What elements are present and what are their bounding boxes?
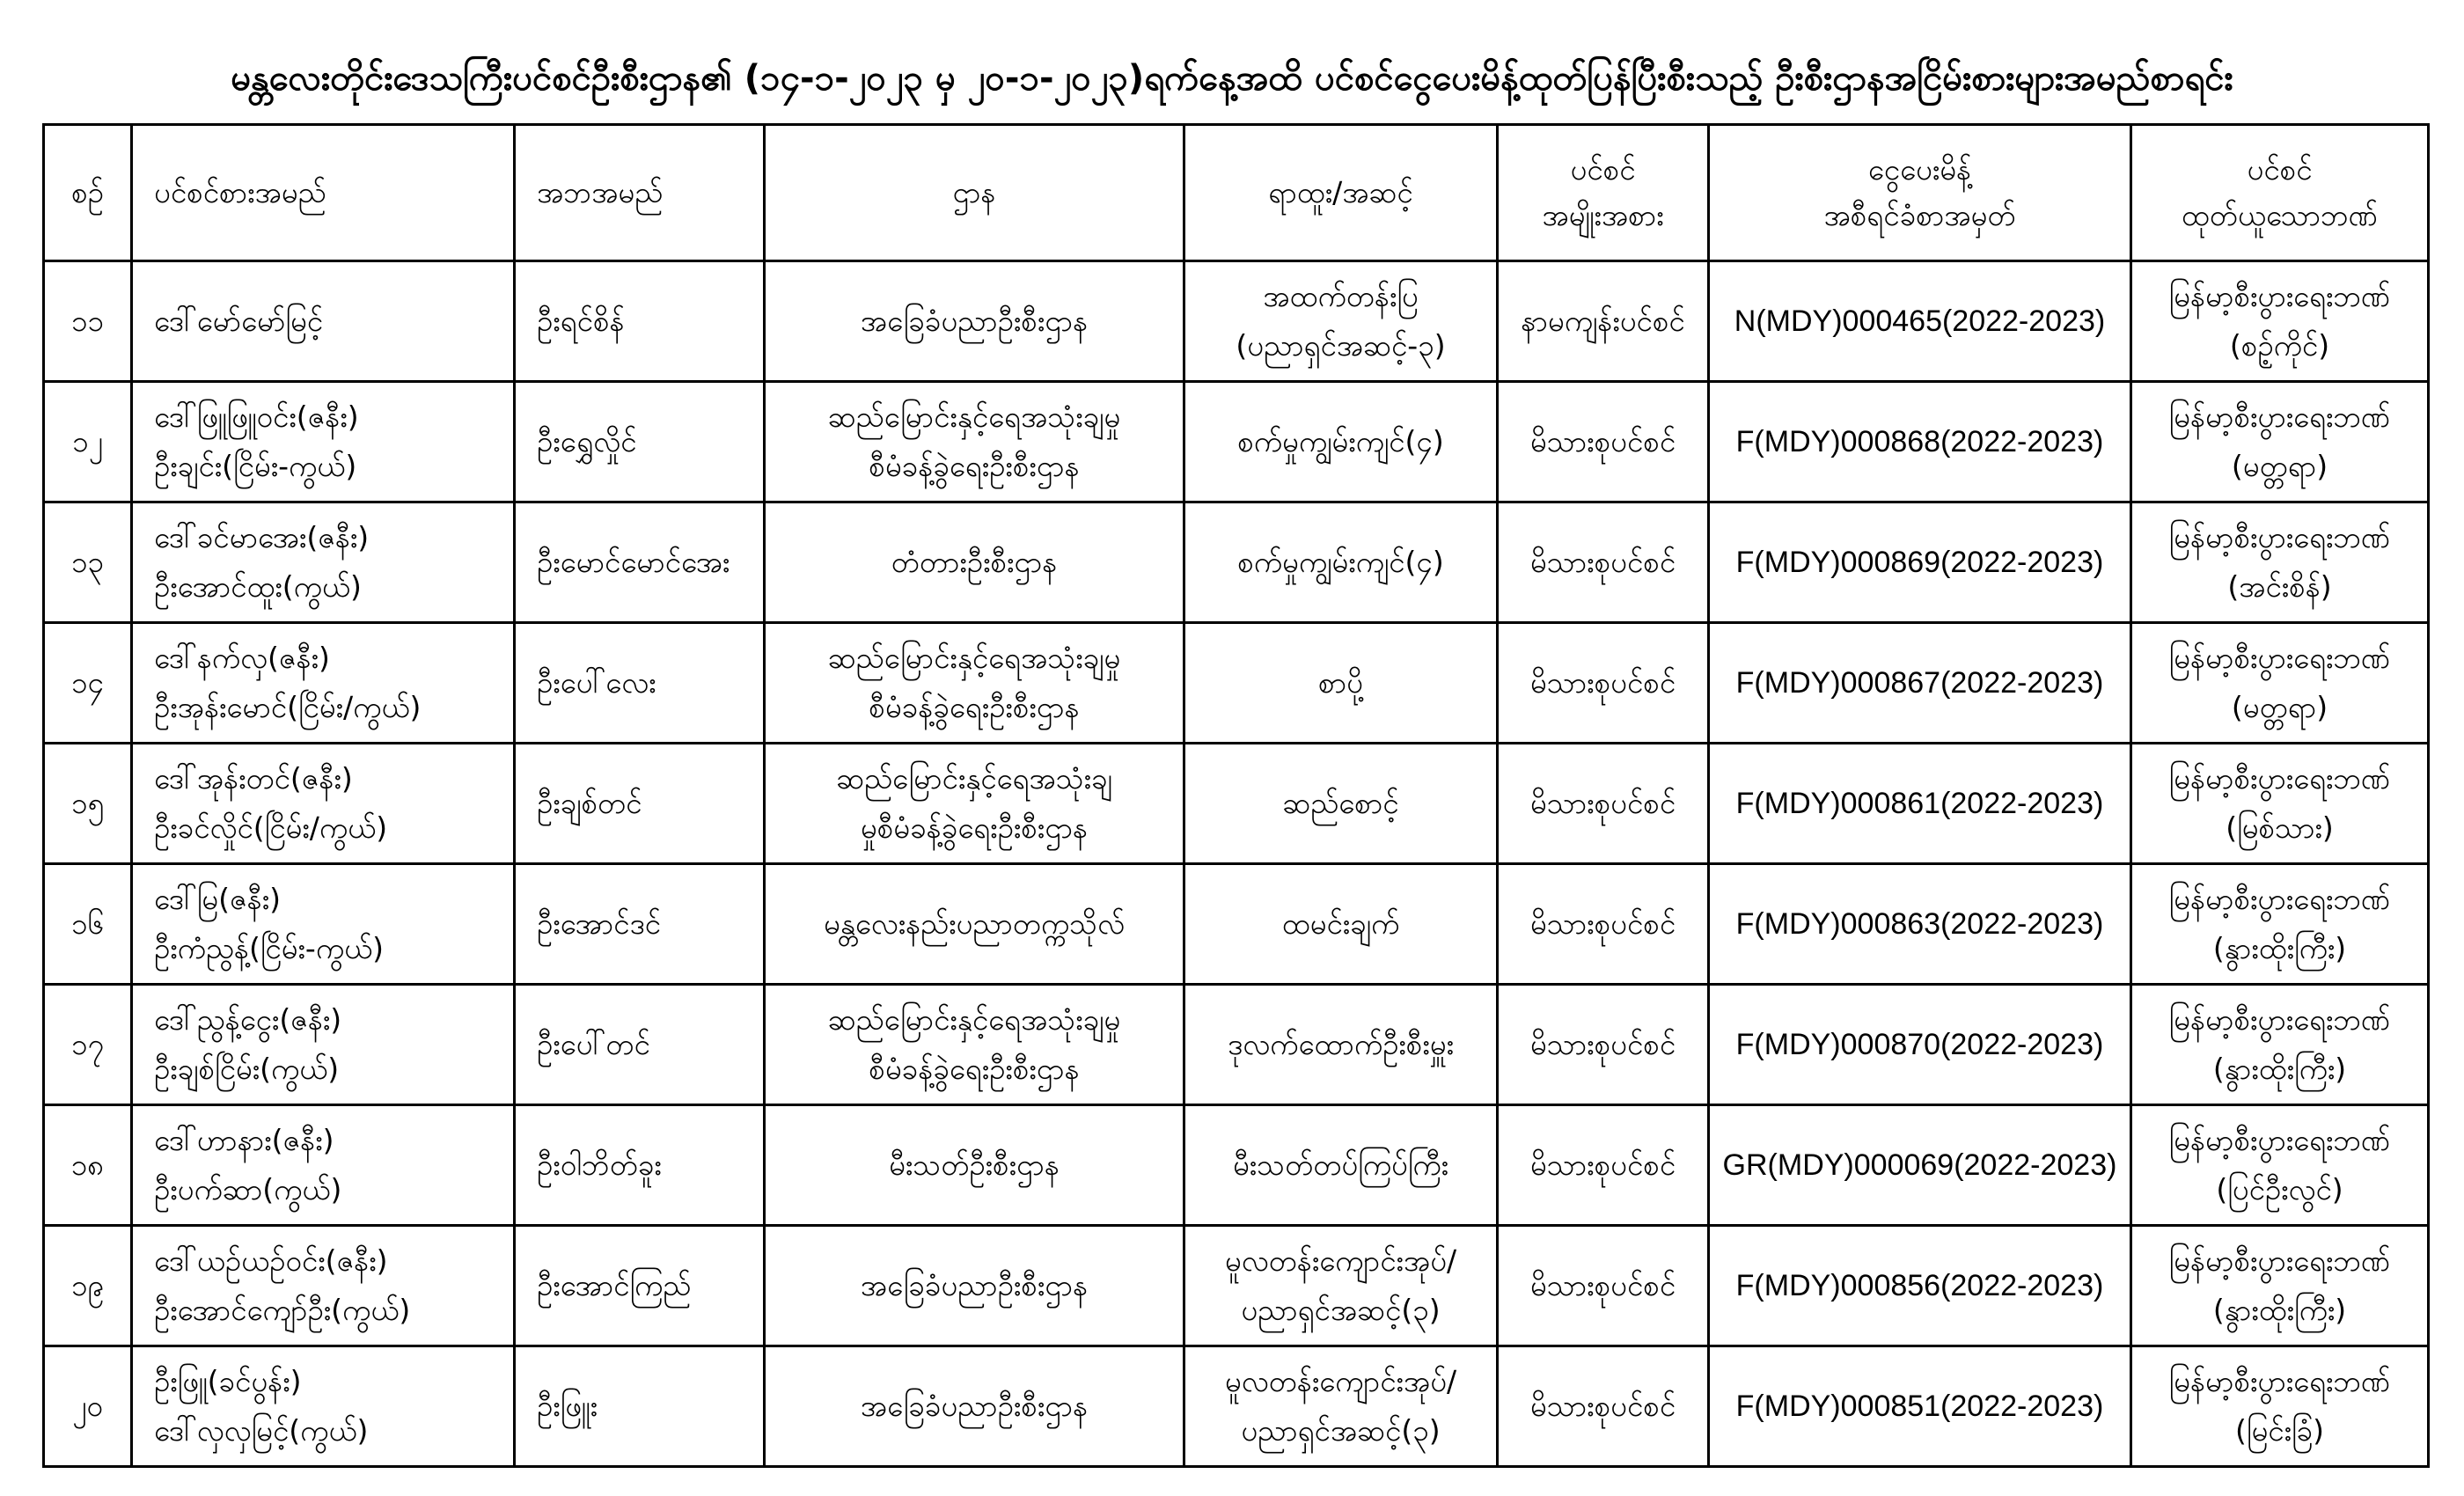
cell-father-name-text: ဦးချစ်တင် — [537, 786, 642, 820]
cell-pensioner-name-text: ဦးချင်း(ငြိမ်း-ကွယ်) — [154, 449, 357, 483]
cell-no-text: ၂၀ — [72, 1389, 103, 1423]
cell-pensioner-name-text: ဒေါ်ယဉ်ယဉ်ဝင်း(ဇနီး) — [154, 1243, 388, 1278]
cell-father-name — [515, 502, 765, 623]
cell-order-number-text: F(MDY)000851(2022-2023) — [1735, 1390, 2104, 1423]
cell-bank-text: (မြင်းခြံ) — [2235, 1413, 2324, 1448]
cell-pensioner-name-text: ဒေါ်မော်မော်မြင့် — [154, 304, 324, 338]
cell-bank — [2131, 1346, 2429, 1467]
cell-pension-type — [1498, 744, 1709, 864]
table-row — [44, 623, 2429, 744]
cell-pension-type — [1498, 261, 1709, 382]
pension-table — [42, 123, 2430, 1468]
cell-pension-type-text: မိသားစုပင်စင် — [1529, 786, 1676, 820]
cell-order-number — [1709, 744, 2131, 864]
header-father: အဘအမည် — [515, 125, 765, 261]
cell-department-text: စီမံခန့်ခွဲရေးဦးစီးဌာန — [869, 449, 1080, 483]
cell-no — [44, 1226, 132, 1346]
cell-pensioner-name-text: ဒေါ်ညွန့်ငွေး(ဇနီး) — [154, 1002, 342, 1037]
cell-pensioner-name-text: ဦးအောင်ထူး(ကွယ်) — [154, 569, 362, 604]
cell-pensioner-name-text: ဦးကံညွန့်(ငြိမ်း-ကွယ်) — [154, 931, 385, 965]
table-row — [44, 1346, 2429, 1467]
cell-father-name-text: ဦးပေါ်လေး — [537, 665, 656, 700]
table-row — [44, 744, 2429, 864]
cell-department-text: အခြေခံပညာဦးစီးဌာန — [860, 1268, 1089, 1302]
cell-order-number — [1709, 382, 2131, 502]
cell-rank — [1184, 623, 1498, 744]
cell-bank-text: မြန်မာ့စီးပွားရေးဘဏ် — [2168, 882, 2391, 916]
cell-order-number — [1709, 985, 2131, 1105]
cell-pensioner-name-text: ဦးအောင်ကျော်ဦး(ကွယ်) — [154, 1293, 411, 1327]
cell-order-number — [1709, 1105, 2131, 1226]
cell-pensioner-name — [132, 985, 515, 1105]
cell-father-name-text: ဦးဖြူး — [537, 1389, 598, 1423]
cell-order-number — [1709, 261, 2131, 382]
cell-no — [44, 985, 132, 1105]
cell-pensioner-name-text: ဒေါ်အုန်းတင်(ဇနီး) — [154, 761, 353, 796]
cell-no — [44, 744, 132, 864]
cell-order-number-text: F(MDY)000863(2022-2023) — [1735, 907, 2104, 941]
cell-pension-type — [1498, 864, 1709, 985]
cell-bank-text: မြန်မာ့စီးပွားရေးဘဏ် — [2168, 641, 2391, 675]
cell-no — [44, 1105, 132, 1226]
cell-rank-text: (ပညာရှင်အဆင့်-၃) — [1236, 328, 1446, 363]
cell-father-name-text: ဦးမောင်မောင်အေး — [537, 545, 730, 579]
cell-pensioner-name — [132, 1105, 515, 1226]
cell-no-text: ၁၂ — [72, 424, 103, 458]
table-row — [44, 1105, 2429, 1226]
cell-rank — [1184, 1105, 1498, 1226]
cell-bank — [2131, 1105, 2429, 1226]
cell-rank-text: အထက်တန်းပြ — [1263, 279, 1419, 313]
cell-father-name — [515, 382, 765, 502]
cell-no — [44, 1346, 132, 1467]
cell-department-text: ဆည်မြောင်းနှင့်ရေအသုံးချမှု — [827, 1002, 1121, 1037]
cell-father-name — [515, 744, 765, 864]
cell-bank-text: မြန်မာ့စီးပွားရေးဘဏ် — [2168, 761, 2391, 796]
cell-department-text: ဆည်မြောင်းနှင့်ရေအသုံးချမှု — [827, 641, 1121, 675]
cell-no-text: ၁၁ — [70, 304, 105, 338]
cell-order-number — [1709, 623, 2131, 744]
cell-department-text: မှုစီမံခန့်ခွဲရေးဦးစီးဌာန — [860, 810, 1089, 845]
cell-rank-text: ထမင်းချက် — [1281, 906, 1400, 941]
cell-pensioner-name — [132, 382, 515, 502]
cell-pensioner-name-text: ဦးအုန်းမောင်(ငြိမ်း/ကွယ်) — [154, 690, 422, 724]
cell-rank — [1184, 382, 1498, 502]
cell-order-number-text: F(MDY)000867(2022-2023) — [1735, 666, 2104, 700]
cell-pensioner-name-text: ဒေါ်နက်လှ(ဇနီး) — [154, 641, 330, 675]
cell-bank — [2131, 382, 2429, 502]
cell-no — [44, 382, 132, 502]
header-no: စဉ် — [44, 125, 132, 261]
cell-rank-text: စက်မှုကျွမ်းကျင်(၄) — [1237, 545, 1444, 579]
cell-bank-text: (နွားထိုးကြီး) — [2212, 1052, 2347, 1086]
cell-no-text: ၁၈ — [70, 1148, 105, 1182]
cell-father-name — [515, 261, 765, 382]
cell-rank — [1184, 502, 1498, 623]
cell-pension-type — [1498, 985, 1709, 1105]
cell-father-name — [515, 864, 765, 985]
cell-order-number-text: F(MDY)000869(2022-2023) — [1735, 546, 2104, 579]
cell-bank-text: (နွားထိုးကြီး) — [2212, 931, 2347, 965]
cell-no — [44, 623, 132, 744]
cell-rank — [1184, 744, 1498, 864]
header-pension-type: ပင်စင် အမျိုးအစား — [1498, 125, 1709, 261]
cell-no-text: ၁၅ — [70, 786, 105, 820]
cell-department-text: တံတားဦးစီးဌာန — [891, 545, 1058, 579]
cell-bank-text: (နွားထိုးကြီး) — [2212, 1293, 2347, 1327]
cell-father-name-text: ဦးအောင်ကြည် — [537, 1268, 692, 1302]
cell-father-name — [515, 1226, 765, 1346]
cell-rank — [1184, 1226, 1498, 1346]
header-department: ဌာန — [765, 125, 1184, 261]
cell-rank-text: ပညာရှင်အဆင့်(၃) — [1241, 1413, 1441, 1448]
cell-order-number-text: GR(MDY)000069(2022-2023) — [1722, 1148, 2117, 1182]
cell-pensioner-name-text: ဒေါ်မြ(ဇနီး) — [154, 882, 281, 916]
header-order-number: ငွေပေးမိန့် အစီရင်ခံစာအမှတ် — [1709, 125, 2131, 261]
cell-pensioner-name — [132, 261, 515, 382]
cell-pension-type-text: မိသားစုပင်စင် — [1529, 1148, 1676, 1182]
cell-department — [765, 744, 1184, 864]
header-row — [44, 125, 2429, 261]
cell-father-name — [515, 623, 765, 744]
cell-no — [44, 864, 132, 985]
cell-rank-text: ဆည်စောင့် — [1282, 786, 1399, 820]
cell-pensioner-name-text: ဒေါ်ဟာနား(ဇနီး) — [154, 1123, 334, 1157]
cell-father-name-text: ဦးပေါ်တင် — [537, 1027, 650, 1061]
cell-pension-type — [1498, 502, 1709, 623]
cell-bank — [2131, 864, 2429, 985]
cell-department — [765, 1346, 1184, 1467]
cell-department-text: အခြေခံပညာဦးစီးဌာန — [860, 1389, 1089, 1423]
cell-pensioner-name — [132, 1346, 515, 1467]
cell-pension-type — [1498, 1105, 1709, 1226]
cell-pensioner-name-text: ဦးပက်ဆာ(ကွယ်) — [154, 1172, 342, 1206]
cell-pensioner-name — [132, 1226, 515, 1346]
cell-department-text: အခြေခံပညာဦးစီးဌာန — [860, 304, 1089, 338]
cell-bank — [2131, 502, 2429, 623]
cell-pension-type — [1498, 623, 1709, 744]
cell-order-number-text: F(MDY)000868(2022-2023) — [1735, 425, 2104, 458]
cell-father-name-text: ဦးဝါဘိတ်ခူး — [537, 1148, 662, 1182]
cell-rank — [1184, 864, 1498, 985]
cell-pension-type — [1498, 382, 1709, 502]
cell-bank-text: (မတ္တရာ) — [2231, 690, 2328, 724]
cell-department — [765, 1105, 1184, 1226]
header-name: ပင်စင်စားအမည် — [132, 125, 515, 261]
cell-bank-text: (အင်းစိန်) — [2227, 569, 2332, 604]
cell-bank-text: မြန်မာ့စီးပွားရေးဘဏ် — [2168, 520, 2391, 554]
table-row — [44, 864, 2429, 985]
table-row — [44, 1226, 2429, 1346]
cell-order-number-text: F(MDY)000861(2022-2023) — [1735, 787, 2104, 820]
cell-rank-text: စက်မှုကျွမ်းကျင်(၄) — [1237, 424, 1444, 458]
cell-department-text: စီမံခန့်ခွဲရေးဦးစီးဌာန — [869, 690, 1080, 724]
cell-rank-text: မီးသတ်တပ်ကြပ်ကြီး — [1232, 1148, 1449, 1182]
cell-pensioner-name-text: ဒေါ်ဖြူဖြူဝင်း(ဇနီး) — [154, 400, 359, 434]
cell-department — [765, 261, 1184, 382]
cell-father-name — [515, 985, 765, 1105]
cell-no — [44, 261, 132, 382]
cell-bank-text: မြန်မာ့စီးပွားရေးဘဏ် — [2168, 1002, 2391, 1037]
cell-pension-type-text: မိသားစုပင်စင် — [1529, 1027, 1676, 1061]
cell-pension-type-text: မိသားစုပင်စင် — [1529, 665, 1676, 700]
cell-no-text: ၁၃ — [70, 545, 105, 579]
cell-department-text: ဆည်မြောင်းနှင့်ရေအသုံးချ — [836, 761, 1112, 796]
table-row — [44, 985, 2429, 1105]
cell-rank — [1184, 1346, 1498, 1467]
cell-rank — [1184, 985, 1498, 1105]
table-body — [44, 261, 2429, 1467]
cell-rank-text: မူလတန်းကျောင်းအုပ်/ — [1224, 1364, 1457, 1398]
cell-bank — [2131, 985, 2429, 1105]
cell-bank-text: မြန်မာ့စီးပွားရေးဘဏ် — [2168, 1123, 2391, 1157]
cell-no-text: ၁၆ — [70, 906, 105, 941]
cell-pensioner-name-text: ဦးဖြူ(ခင်ပွန်း) — [154, 1364, 302, 1398]
cell-department — [765, 623, 1184, 744]
cell-department — [765, 864, 1184, 985]
cell-father-name-text: ဦးရင်စိန် — [537, 304, 625, 338]
cell-bank-text: မြန်မာ့စီးပွားရေးဘဏ် — [2168, 1243, 2391, 1278]
cell-rank-text: ပညာရှင်အဆင့်(၃) — [1241, 1293, 1441, 1327]
header-rank: ရာထူး/အဆင့် — [1184, 125, 1498, 261]
cell-order-number-text: F(MDY)000856(2022-2023) — [1735, 1269, 2104, 1302]
cell-father-name-text: ဦးအောင်ဒင် — [537, 906, 661, 941]
cell-pension-type-text: မိသားစုပင်စင် — [1529, 545, 1676, 579]
cell-pension-type-text: နာမကျန်းပင်စင် — [1521, 304, 1685, 338]
cell-department-text: ဆည်မြောင်းနှင့်ရေအသုံးချမှု — [827, 400, 1121, 434]
document-title: မန္တလေးတိုင်းဒေသကြီးပင်စင်ဦးစီးဌာန၏ (၁၄-၁-၂၀၂၃ မှ ၂၀-၁-၂၀၂၃)ရက်နေ့အထိ ပင်စင်ငွေပေးမိန့်ထုတ်ပြန်ပြီးစီးသည့် ဦးစီးဌာနအငြိမ်းစားများအမည်စာရင်း — [231, 58, 2233, 99]
cell-rank-text: ဒုလက်ထောက်ဦးစီးမှူး — [1228, 1027, 1454, 1061]
cell-bank — [2131, 261, 2429, 382]
cell-department — [765, 985, 1184, 1105]
cell-no — [44, 502, 132, 623]
cell-father-name — [515, 1346, 765, 1467]
cell-department-text: မန္တလေးနည်းပညာတက္ကသိုလ် — [823, 906, 1126, 941]
cell-pension-type-text: မိသားစုပင်စင် — [1529, 424, 1676, 458]
cell-order-number — [1709, 864, 2131, 985]
table-row — [44, 261, 2429, 382]
cell-pension-type-text: မိသားစုပင်စင် — [1529, 1268, 1676, 1302]
cell-pension-type — [1498, 1346, 1709, 1467]
cell-rank — [1184, 261, 1498, 382]
cell-order-number — [1709, 1226, 2131, 1346]
cell-pensioner-name — [132, 744, 515, 864]
cell-pensioner-name — [132, 502, 515, 623]
cell-pensioner-name-text: ဒေါ်ခင်မာအေး(ဇနီး) — [154, 520, 370, 554]
cell-department-text: မီးသတ်ဦးစီးဌာန — [889, 1148, 1060, 1182]
cell-rank-text: စာပို့ — [1318, 665, 1363, 700]
cell-order-number — [1709, 1346, 2131, 1467]
cell-pensioner-name — [132, 623, 515, 744]
cell-order-number-text: F(MDY)000870(2022-2023) — [1735, 1028, 2104, 1061]
cell-no-text: ၁၇ — [70, 1027, 105, 1061]
cell-bank-text: မြန်မာ့စီးပွားရေးဘဏ် — [2168, 279, 2391, 313]
cell-pension-type — [1498, 1226, 1709, 1346]
cell-no-text: ၁၉ — [70, 1268, 105, 1302]
cell-bank-text: မြန်မာ့စီးပွားရေးဘဏ် — [2168, 400, 2391, 434]
cell-pensioner-name-text: ဦးချစ်ငြိမ်း(ကွယ်) — [154, 1052, 340, 1086]
cell-bank — [2131, 744, 2429, 864]
header-bank: ပင်စင် ထုတ်ယူသောဘဏ် — [2131, 125, 2429, 261]
cell-bank-text: (စဉ့်ကိုင်) — [2229, 328, 2330, 363]
cell-department-text: စီမံခန့်ခွဲရေးဦးစီးဌာန — [869, 1052, 1080, 1086]
cell-bank-text: မြန်မာ့စီးပွားရေးဘဏ် — [2168, 1364, 2391, 1398]
cell-pensioner-name-text: ဒေါ်လှလှမြင့်(ကွယ်) — [154, 1413, 369, 1448]
cell-father-name — [515, 1105, 765, 1226]
cell-pensioner-name-text: ဦးခင်လှိုင်(ငြိမ်း/ကွယ်) — [154, 810, 388, 845]
cell-no-text: ၁၄ — [70, 665, 105, 700]
cell-bank — [2131, 1226, 2429, 1346]
cell-bank — [2131, 623, 2429, 744]
cell-bank-text: (မြစ်သား) — [2226, 810, 2334, 845]
cell-department — [765, 502, 1184, 623]
cell-department — [765, 1226, 1184, 1346]
cell-pension-type-text: မိသားစုပင်စင် — [1529, 1389, 1676, 1423]
cell-father-name-text: ဦးရွှေလှိုင် — [537, 424, 637, 458]
cell-order-number-text: N(MDY)000465(2022-2023) — [1734, 304, 2106, 338]
table-row — [44, 502, 2429, 623]
cell-rank-text: မူလတန်းကျောင်းအုပ်/ — [1224, 1243, 1457, 1278]
table-row — [44, 382, 2429, 502]
cell-pension-type-text: မိသားစုပင်စင် — [1529, 906, 1676, 941]
cell-bank-text: (မတ္တရာ) — [2231, 449, 2328, 483]
cell-bank-text: (ပြင်ဦးလွင်) — [2216, 1172, 2343, 1206]
cell-order-number — [1709, 502, 2131, 623]
cell-pensioner-name — [132, 864, 515, 985]
cell-department — [765, 382, 1184, 502]
